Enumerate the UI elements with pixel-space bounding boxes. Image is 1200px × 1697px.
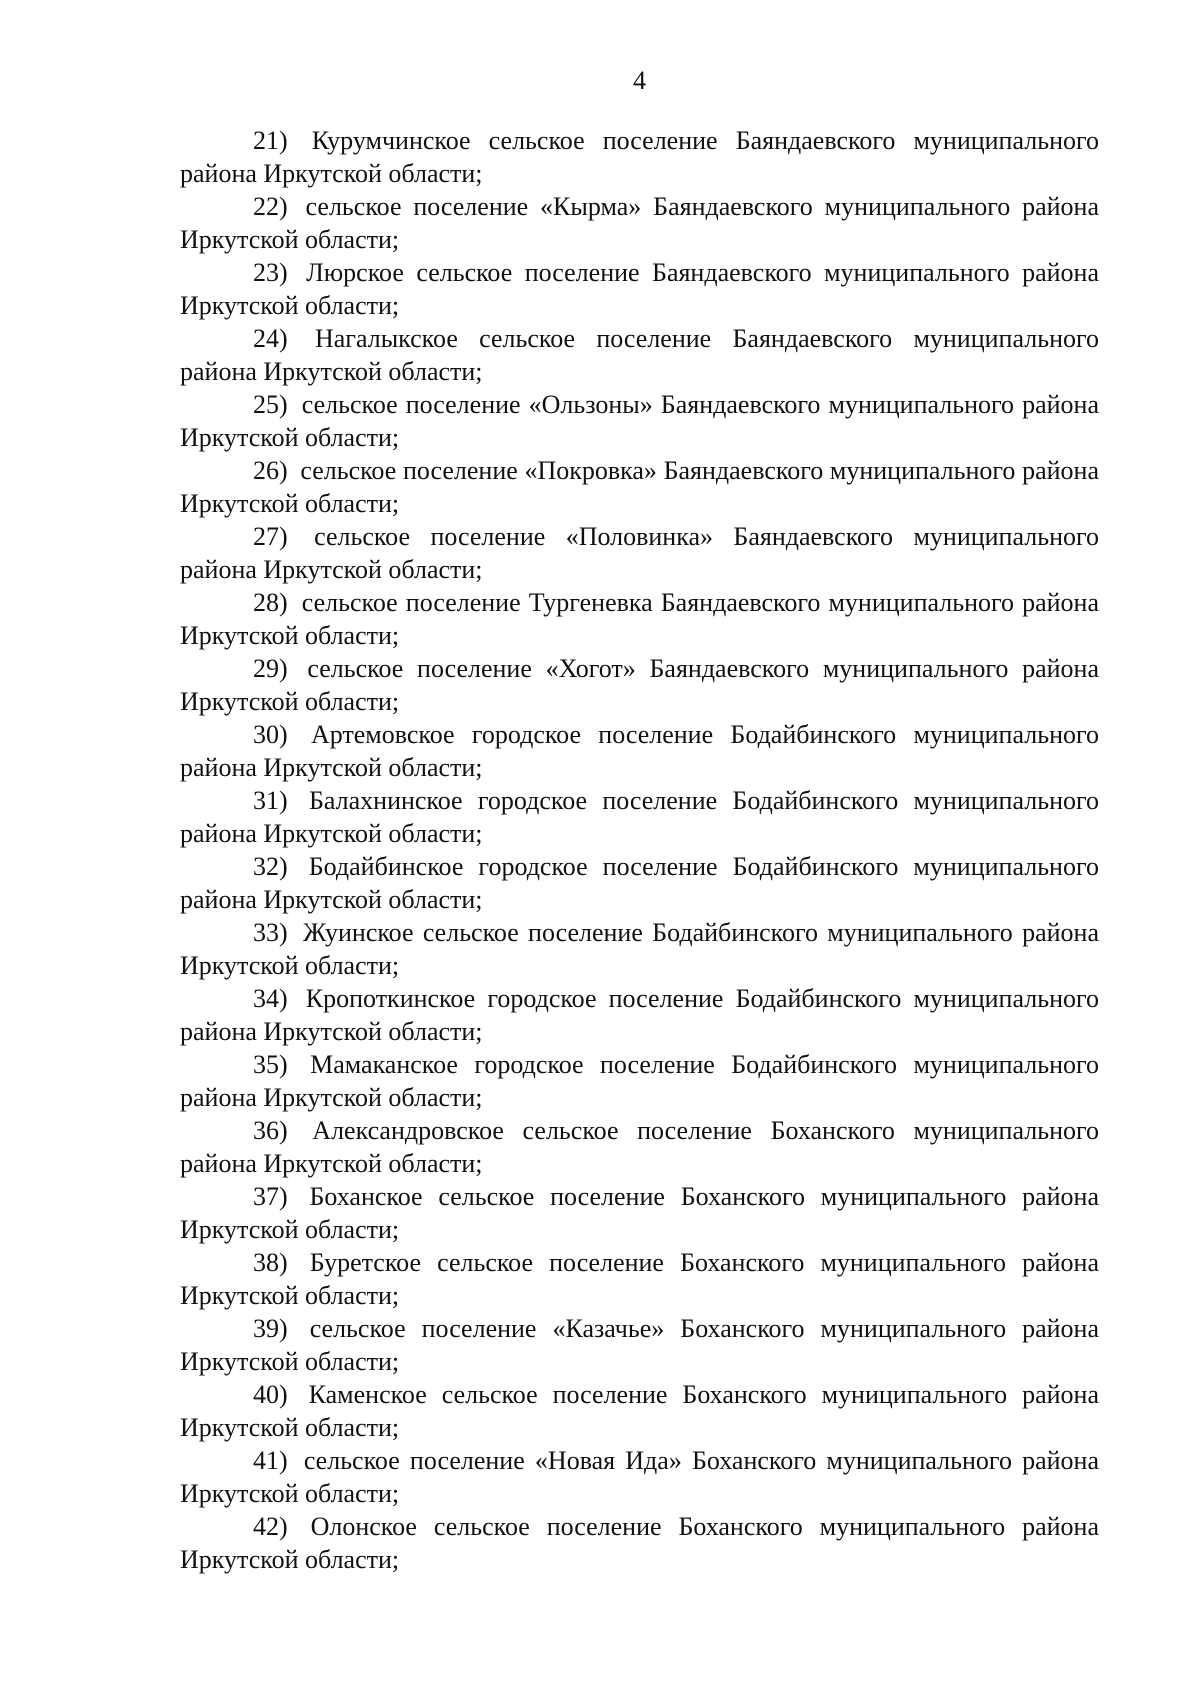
list-item-number: 24) xyxy=(253,324,288,353)
list-item xyxy=(180,190,1099,256)
list-item-number: 36) xyxy=(253,1116,288,1145)
list-item xyxy=(180,850,1099,916)
list-item xyxy=(180,982,1099,1048)
list-item-text: сельское поселение «Половинка» Баяндаевского муниципального района Иркутской области; xyxy=(180,522,1100,584)
list-item-number: 31) xyxy=(253,786,288,815)
list-item-text: Боханское сельское поселение Боханского муниципального района Иркутской области; xyxy=(180,1182,1100,1244)
list-item-text: сельское поселение «Покровка» Баяндаевского муниципального района Иркутской области; xyxy=(180,456,1100,518)
list-item-number: 27) xyxy=(253,522,288,551)
list-item-number: 29) xyxy=(253,654,288,683)
list-item xyxy=(180,322,1099,388)
list-item-text: сельское поселение «Новая Ида» Боханского муниципального района Иркутской области; xyxy=(180,1446,1099,1508)
list-item xyxy=(180,454,1099,520)
list-item-number: 28) xyxy=(253,588,288,617)
list-item-number: 23) xyxy=(253,258,288,287)
list-item xyxy=(180,388,1099,454)
list-item-number: 30) xyxy=(253,720,288,749)
list-item xyxy=(180,718,1099,784)
list-item xyxy=(180,784,1099,850)
list-item xyxy=(180,256,1099,322)
list-item-text: сельское поселение «Хогот» Баяндаевского муниципального района Иркутской области; xyxy=(180,654,1100,716)
list-item-text: Бодайбинское городское поселение Бодайбинского муниципального района Иркутской области; xyxy=(180,852,1099,914)
page-number: 4 xyxy=(633,66,646,95)
list-item-text: Нагалыкское сельское поселение Баяндаевского муниципального района Иркутской области; xyxy=(180,324,1099,386)
list-item-number: 33) xyxy=(253,918,288,947)
list-item-number: 37) xyxy=(253,1182,288,1211)
list-item-number: 34) xyxy=(253,984,288,1013)
list-item-number: 21) xyxy=(253,126,288,155)
document-body xyxy=(180,124,1099,1576)
list-item xyxy=(180,520,1099,586)
list-item xyxy=(180,124,1099,190)
list-item-text: сельское поселение «Ользоны» Баяндаевского муниципального района Иркутской области; xyxy=(180,390,1100,452)
list-item-text: Буретское сельское поселение Боханского муниципального района Иркутской области; xyxy=(180,1248,1100,1310)
list-item-number: 26) xyxy=(253,456,288,485)
list-item-text: Каменское сельское поселение Боханского муниципального района Иркутской области; xyxy=(180,1380,1099,1442)
list-item-text: Кропоткинское городское поселение Бодайбинского муниципального района Иркутской области; xyxy=(180,984,1100,1046)
list-item-text: сельское поселение «Казачье» Боханского муниципального района Иркутской области; xyxy=(180,1314,1100,1376)
list-item-number: 25) xyxy=(253,390,288,419)
list-item-text: Артемовское городское поселение Бодайбинского муниципального района Иркутской области; xyxy=(180,720,1099,782)
list-item-text: Мамаканское городское поселение Бодайбинского муниципального района Иркутской области; xyxy=(180,1050,1100,1112)
list-item-text: Люрское сельское поселение Баяндаевского муниципального района Иркутской области; xyxy=(180,258,1100,320)
list-item-number: 40) xyxy=(253,1380,288,1409)
list-item xyxy=(180,916,1099,982)
list-item-number: 35) xyxy=(253,1050,288,1079)
list-item-number: 41) xyxy=(253,1446,288,1475)
list-item xyxy=(180,652,1099,718)
list-item-number: 22) xyxy=(253,192,288,221)
list-item-number: 39) xyxy=(253,1314,288,1343)
list-item-text: сельское поселение Тургеневка Баяндаевского муниципального района Иркутской области; xyxy=(180,588,1100,650)
list-item xyxy=(180,1510,1099,1576)
list-item xyxy=(180,1312,1099,1378)
list-item-number: 38) xyxy=(253,1248,288,1277)
list-item-text: Александровское сельское поселение Боханского муниципального района Иркутской области; xyxy=(180,1116,1100,1178)
list-item xyxy=(180,1246,1099,1312)
list-item-text: сельское поселение «Кырма» Баяндаевского муниципального района Иркутской области; xyxy=(180,192,1100,254)
list-item xyxy=(180,1180,1099,1246)
list-item xyxy=(180,1378,1099,1444)
list-item-text: Курумчинское сельское поселение Баяндаевского муниципального района Иркутской области; xyxy=(180,126,1100,188)
list-item-text: Жуинское сельское поселение Бодайбинского муниципального района Иркутской области; xyxy=(180,918,1099,980)
list-item xyxy=(180,1114,1099,1180)
list-item-text: Олонское сельское поселение Боханского муниципального района Иркутской области; xyxy=(180,1512,1099,1574)
list-item-number: 42) xyxy=(253,1512,288,1541)
list-item-text: Балахнинское городское поселение Бодайбинского муниципального района Иркутской области; xyxy=(180,786,1100,848)
list-item xyxy=(180,1444,1099,1510)
list-item-number: 32) xyxy=(253,852,288,881)
list-item xyxy=(180,1048,1099,1114)
list-item xyxy=(180,586,1099,652)
